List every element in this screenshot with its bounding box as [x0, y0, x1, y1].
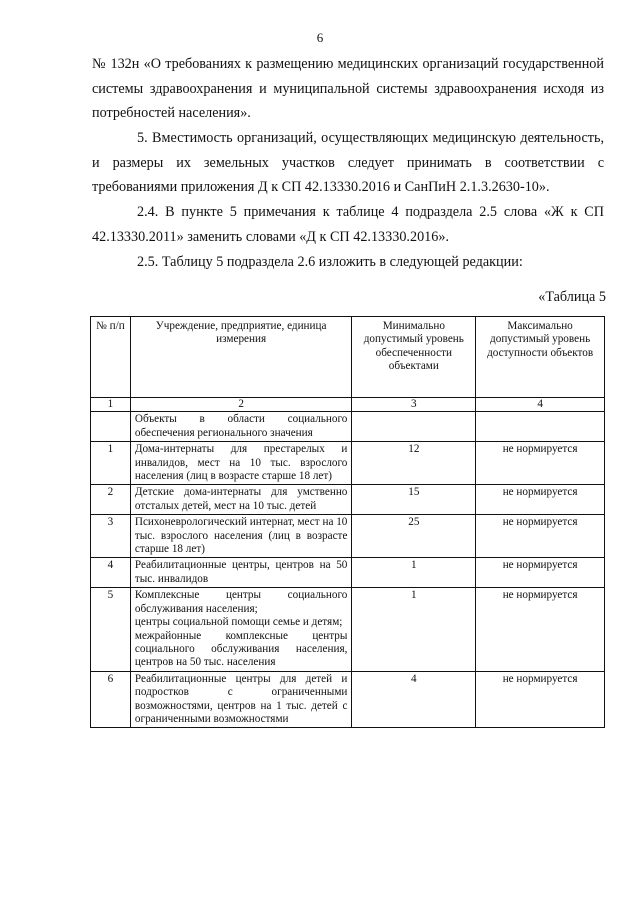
column-number: 3 [352, 398, 476, 412]
table-row [91, 485, 605, 515]
row-institution: Дома-интернаты для престарелых и инвалидов, мест на 10 тыс. взрослого населения (лиц в возрасте старше 18 лет) [130, 442, 352, 485]
table-caption: «Таблица 5 [538, 289, 606, 305]
row-min-level: 12 [352, 442, 476, 485]
standards-table [90, 316, 605, 728]
column-number: 4 [476, 398, 605, 412]
row-institution: Реабилитационные центры, центров на 50 тыс. инвалидов [130, 558, 352, 588]
table-row [91, 515, 605, 558]
row-institution: Объекты в области социального обеспечения регионального значения [130, 412, 352, 442]
row-number: 4 [91, 558, 131, 588]
header-institution: Учреждение, предприятие, единица измерения [130, 317, 352, 398]
row-max-level: не нормируется [476, 442, 605, 485]
row-max-level: не нормируется [476, 671, 605, 728]
row-number: 1 [91, 442, 131, 485]
row-institution: Реабилитационные центры для детей и подростков с ограниченными возможностями, центров на 1 тыс. детей с ограниченными возможностями [130, 671, 352, 728]
row-max-level: не нормируется [476, 588, 605, 671]
row-min-level: 4 [352, 671, 476, 728]
row-number: 6 [91, 671, 131, 728]
header-number: № п/п [91, 317, 131, 398]
row-min-level [352, 412, 476, 442]
row-min-level: 1 [352, 588, 476, 671]
table-row [91, 412, 605, 442]
header-max-level: Максимально допустимый уровень доступности объектов [476, 317, 605, 398]
paragraph-2-4: 2.4. В пункте 5 примечания к таблице 4 подраздела 2.5 слова «Ж к СП 42.13330.2011» заменить словами «Д к СП 42.13330.2016». [92, 204, 604, 245]
table-header-row [91, 317, 605, 398]
row-number [91, 412, 131, 442]
row-number: 3 [91, 515, 131, 558]
column-number: 2 [130, 398, 352, 412]
paragraph-capacity: 5. Вместимость организаций, осуществляющих медицинскую деятельность, и размеры их земельных участков следует принимать в соответствии с требованиями приложения Д к СП 42.13330.2016 и СанПиН 2.1.3.2630-10». [92, 130, 604, 195]
table-row [91, 442, 605, 485]
row-max-level [476, 412, 605, 442]
header-min-level: Минимально допустимый уровень обеспеченности объектами [352, 317, 476, 398]
row-max-level: не нормируется [476, 558, 605, 588]
row-min-level: 15 [352, 485, 476, 515]
row-min-level: 25 [352, 515, 476, 558]
column-number: 1 [91, 398, 131, 412]
row-institution: Комплексные центры социального обслуживания населения; центры социальной помощи семье и детям; межрайонные комплексные центры социального обслуживания населения, центров на 50 тыс. населения [130, 588, 352, 671]
row-min-level: 1 [352, 558, 476, 588]
row-number: 5 [91, 588, 131, 671]
row-institution: Психоневрологический интернат, мест на 10 тыс. взрослого населения (лиц в возрасте старше 18 лет) [130, 515, 352, 558]
row-number: 2 [91, 485, 131, 515]
table-column-numbers-row [91, 398, 605, 412]
paragraph-order-reference: № 132н «О требованиях к размещению медицинских организаций государственной системы здравоохранения и муниципальной системы здравоохранения исходя из потребностей населения». [92, 56, 604, 121]
table-row [91, 558, 605, 588]
page-number: 6 [316, 30, 324, 45]
row-max-level: не нормируется [476, 515, 605, 558]
table-row [91, 671, 605, 728]
row-institution: Детские дома-интернаты для умственно отсталых детей, мест на 10 тыс. детей [130, 485, 352, 515]
row-max-level: не нормируется [476, 485, 605, 515]
table-row [91, 588, 605, 671]
paragraph-2-5: 2.5. Таблицу 5 подраздела 2.6 изложить в следующей редакции: [137, 254, 523, 270]
